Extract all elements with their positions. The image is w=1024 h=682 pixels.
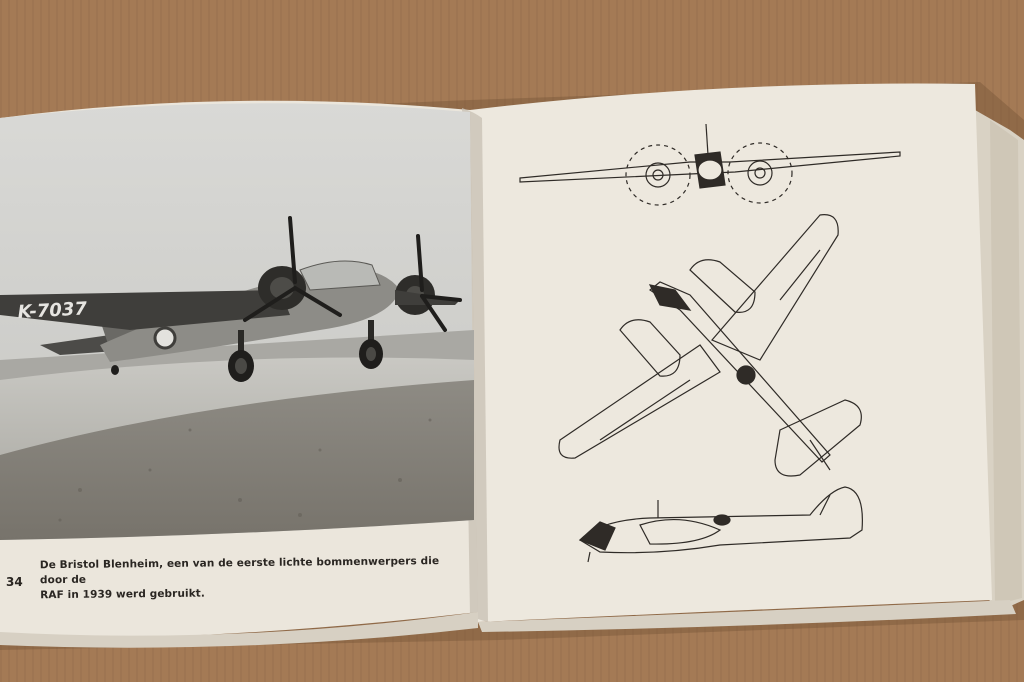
photo-caption <box>40 554 470 604</box>
page-number: 34 <box>6 575 23 589</box>
caption-line-1: De Bristol Blenheim, een van de eerste lichte bommenwerpers die door de <box>39 555 440 587</box>
registration-mark: K-7037 <box>17 298 88 323</box>
aircraft-photo <box>0 103 474 540</box>
caption-line-2: RAF in 1939 werd gebruikt. <box>40 587 206 602</box>
right-page <box>470 84 992 622</box>
